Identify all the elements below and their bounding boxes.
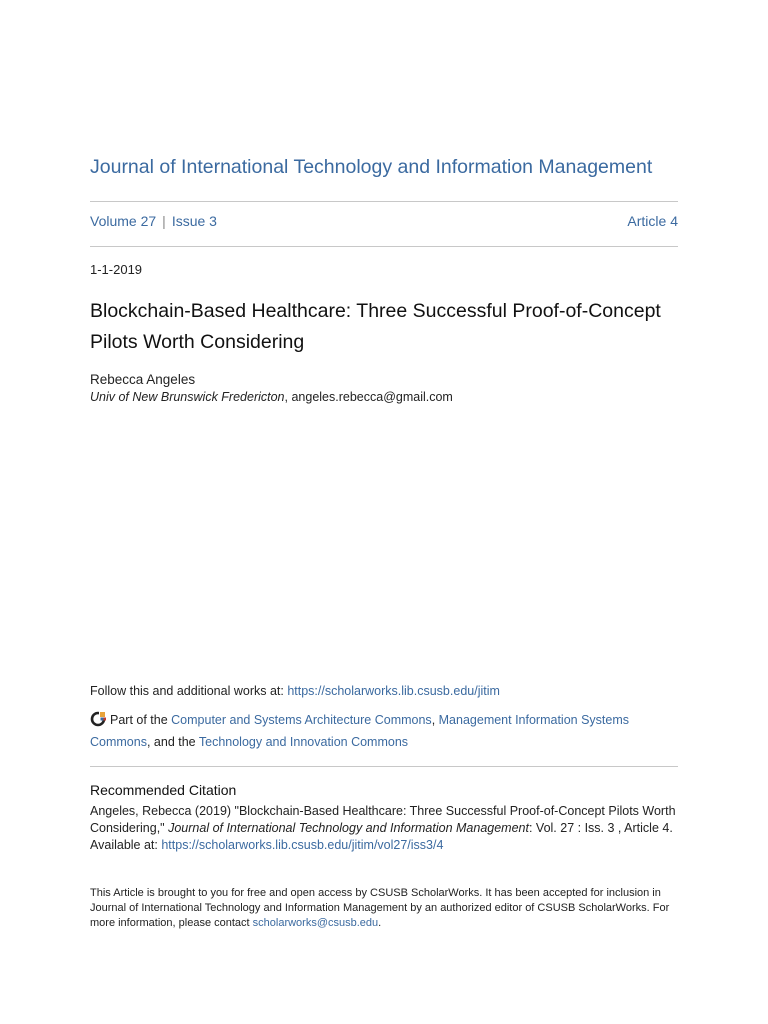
- contact-email-link[interactable]: scholarworks@csusb.edu: [252, 917, 379, 929]
- citation-journal: Journal of International Technology and Information Management: [168, 821, 529, 835]
- part-of-sep2: , and the: [146, 735, 199, 749]
- issue-link[interactable]: Issue 3: [171, 213, 217, 229]
- footer-end: .: [378, 917, 382, 929]
- divider-bottom: [90, 246, 678, 247]
- commons-link-technology[interactable]: Technology and Innovation Commons: [198, 735, 409, 749]
- article-number-link[interactable]: Article 4: [627, 213, 678, 229]
- affiliation-comma: ,: [284, 390, 292, 404]
- author-affiliation: [90, 390, 453, 404]
- citation-part2: : Vol. 27 : Iss. 3 , Article 4.: [528, 821, 673, 835]
- follow-text: Follow this and additional works at:: [90, 684, 288, 698]
- citation-part1: Angeles, Rebecca (2019) "Blockchain-Based Healthcare: Three Successful Proof-of-Concept Pilots Worth Considering,": [90, 804, 676, 835]
- commons-link-mis[interactable]: Management Information Systems Commons: [90, 713, 630, 749]
- divider-top: [90, 201, 678, 202]
- article-title: [90, 296, 690, 358]
- citation-available: Available at:: [90, 838, 162, 852]
- volume-link[interactable]: Volume 27: [90, 213, 157, 229]
- author-email: angeles.rebecca@gmail.com: [291, 390, 453, 404]
- journal-title[interactable]: [90, 156, 678, 179]
- recommended-citation-heading: Recommended Citation: [90, 782, 237, 798]
- footer-text: This Article is brought to you for free and open access by CSUSB ScholarWorks. It has been accepted for inclusion in Journal of International Technology and Information Management by an authorized editor of CSUSB ScholarWorks. For more information, please contact: [90, 887, 670, 929]
- footer-notice: [90, 886, 678, 931]
- affiliation-name: Univ of New Brunswick Fredericton: [90, 390, 285, 404]
- article-title-line1: Blockchain-Based Healthcare: Three Successful Proof-of-Concept: [90, 300, 661, 322]
- part-of-prefix: Part of the: [110, 713, 172, 727]
- volume-issue-row: [90, 213, 678, 229]
- divider-citation: [90, 766, 678, 767]
- article-title-line2: Pilots Worth Considering: [90, 331, 305, 353]
- part-of-sep1: ,: [431, 713, 439, 727]
- separator: |: [162, 213, 166, 229]
- commons-logo-icon: [90, 711, 106, 727]
- follow-url-link[interactable]: https://scholarworks.lib.csusb.edu/jitim: [287, 684, 500, 698]
- commons-link-architecture[interactable]: Computer and Systems Architecture Commons: [171, 713, 432, 727]
- citation-url-link[interactable]: https://scholarworks.lib.csusb.edu/jitim/vol27/iss3/4: [161, 838, 444, 852]
- publication-date: 1-1-2019: [90, 262, 143, 277]
- follow-line: [90, 684, 500, 698]
- part-of-commons: [90, 709, 678, 753]
- journal-title-link[interactable]: Journal of International Technology and Information Management: [90, 156, 653, 178]
- volume-issue: [90, 213, 217, 229]
- citation-text: [90, 803, 680, 854]
- author-name: Rebecca Angeles: [90, 372, 196, 387]
